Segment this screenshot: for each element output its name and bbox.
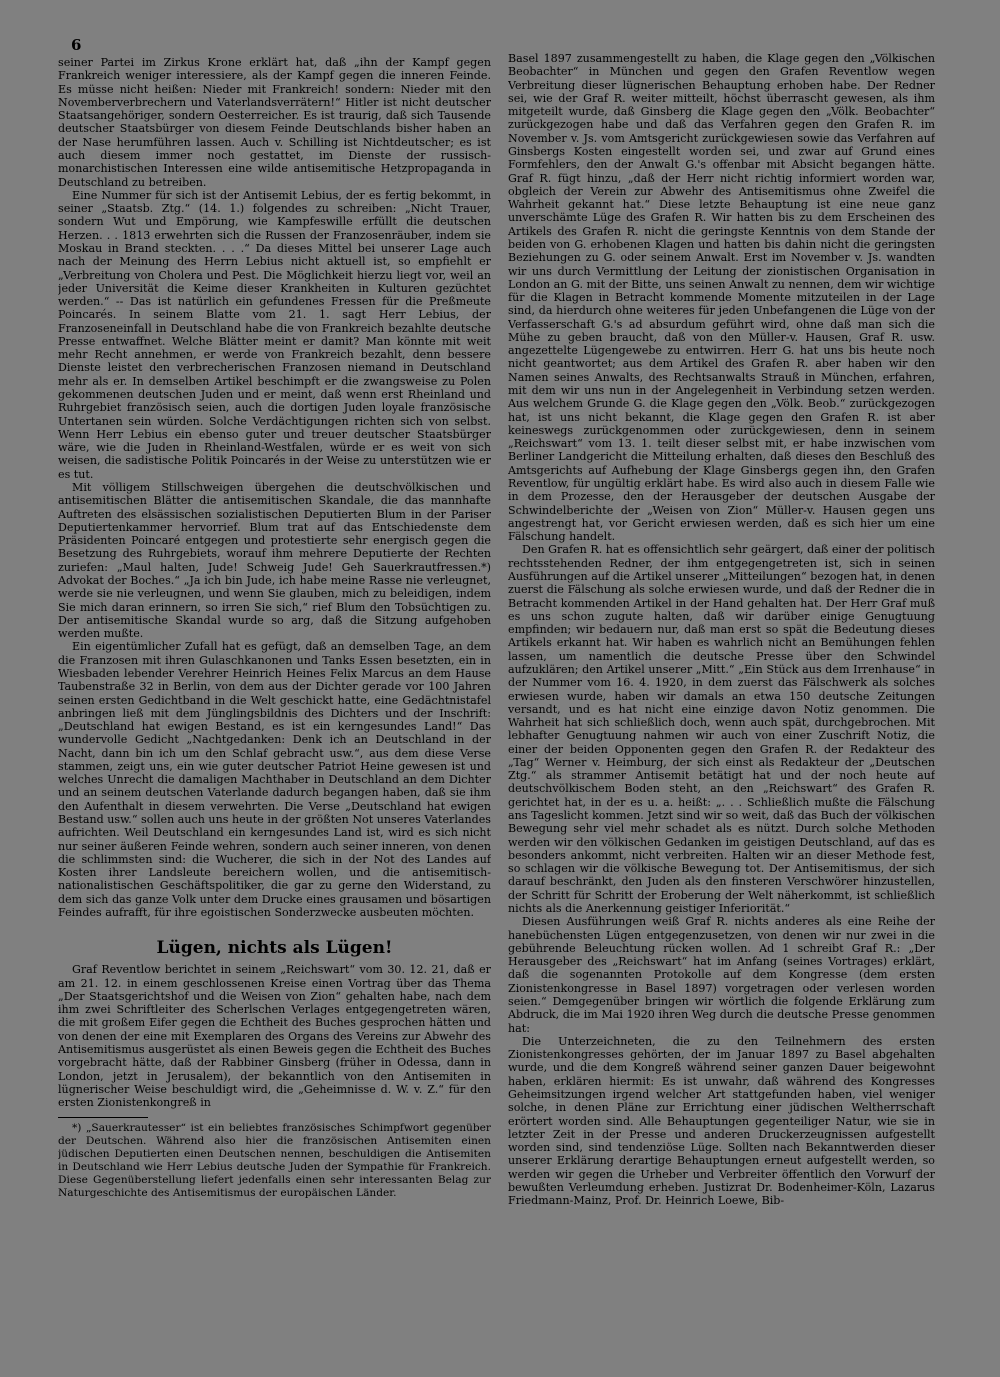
left-column <box>58 56 491 1366</box>
footnote-divider <box>58 1117 148 1118</box>
article-paragraph: Mit völligem Stillschweigen übergehen die deutschvölkischen und antisemitischen Blätter die antisemitischen Skandale, die das mannhafte Auftreten des elsässischen sozialistischen Deputierten Blum in der Pariser Deputiertenkammer hervorrief. Blum trat auf das Entschiedenste dem Präsidenten Poincaré entgegen und protestierte sehr energisch gegen die Besetzung des Ruhrgebiets, worauf ihm mehrere Deputierte der Rechten zuriefen: „Maul halten, Jude! Schweig Jude! Geh Sauerkrautfressen.*) Advokat der Boches.“ „Ja ich bin Jude, ich habe meine Rasse nie verleugnet, werde sie nie verleugnen, und wenn Sie glauben, mich zu beleidigen, indem Sie mich daran erinnern, so irren Sie sich,“ rief Blum den Tobsüchtigen zu. Der antisemitische Skandal wurde so arg, daß die Sitzung aufgehoben werden mußte. <box>58 481 491 641</box>
article-paragraph: seiner Partei im Zirkus Krone erklärt hat, daß „ihn der Kampf gegen Frankreich weniger interessiere, als der Kampf gegen die inneren Feinde. Es müsse nicht heißen: Nieder mit Frankreich! sondern: Nieder mit den Novemberverbrechern und Vaterlandsverrätern!“ Hitler ist nicht deutscher Staatsangehöriger, sondern Oesterreicher. Es ist traurig, daß sich Tausende deutscher Staatsbürger von diesem Feinde Deutschlands bisher haben an der Nase herumführen lassen. Auch v. Schilling ist Nichtdeutscher; es ist auch diesem immer noch gestattet, im Dienste der russisch-monarchistischen Interessen eine wilde antisemitische Hetzpropaganda in Deutschland zu betreiben. <box>58 56 491 189</box>
page-number: 6 <box>71 36 82 54</box>
article-paragraph: Die Unterzeichneten, die zu den Teilnehmern des ersten Zionistenkongresses gehörten, der im Januar 1897 zu Basel abgehalten wurde, und die dem Kongreß während seiner ganzen Dauer beigewohnt haben, erklären hiermit: Es ist unwahr, daß während des Kongresses Geheimsitzungen irgend welcher Art stattgefunden haben, viel weniger solche, in denen Pläne zur Errichtung einer jüdischen Weltherrschaft erörtert worden sind. Alle Behauptungen gegenteiliger Natur, wie sie in letzter Zeit in der Presse und anderen Druckerzeugnissen aufgestellt worden sind, sind tendenziöse Lüge. Sollten nach Bekanntwerden dieser unserer Erklärung derartige Behauptungen erneut aufgestellt werden, so werden wir gegen die Urheber und Verbreiter öffentlich den Vorwurf der bewußten Verleumdung erheben. Justizrat Dr. Bodenheimer-Köln, Lazarus Friedmann-Mainz, Prof. Dr. Heinrich Loewe, Bib- <box>508 1034 935 1208</box>
footnote: *) „Sauerkrautesser“ ist ein beliebtes französisches Schimpfwort gegenüber der Deutschen. Während also hier die französischen Antisemiten einen jüdischen Deputierten einen Deutschen nennen, beschuldigen die Antisemiten in Deutschland wie Herr Lebius deutsche Juden der Sympathie für Frankreich. Diese Gegenüberstellung liefert jedenfalls einen sehr interessanten Belag zur Naturgeschichte des Antisemitismus der europäischen Länder. <box>58 1122 491 1199</box>
article-paragraph: Graf Reventlow berichtet in seinem „Reichswart“ vom 30. 12. 21, daß er am 21. 12. in einem geschlossenen Kreise einen Vortrag über das Thema „Der Staatsgerichtshof und die Weisen von Zion“ gehalten habe, nach dem ihm zwei Schriftleiter des Scherlschen Verlages entgegengetreten wären, die mit großem Eifer gegen die Echtheit des Buches gesprochen hätten und von denen der eine mit Exemplaren des Organs des Vereins zur Abwehr des Antisemitismus ausgerüstet als einen Beweis gegen die Echtheit des Buches vorgebracht hätte, daß der Rabbiner Ginsberg (früher in Odessa, dann in London, jetzt in Jerusalem), der bekanntlich von den Antisemiten in lügnerischer Weise beschuldigt wird, die „Geheimnisse d. W. v. Z.“ für den ersten Zionistenkongreß in <box>58 963 491 1110</box>
article-heading: Lügen, nichts als Lügen! <box>156 938 393 959</box>
article-paragraph: Den Grafen R. hat es offensichtlich sehr geärgert, daß einer der politisch rechtsstehenden Redner, der ihm entgegengetreten ist, sich in seinen Ausführungen auf die Artikel unserer „Mitteilungen“ bezogen hat, in denen zuerst die Fälschung als solche erwiesen wurde, und daß der Redner die in Betracht kommenden Artikel in der Hand gehalten hat. Der Herr Graf muß es uns schon zugute halten, daß wir darüber einige Genugtuung empfinden; wir bedauern nur, daß man erst so spät die Bedeutung dieses Artikels erkannt hat. Wir haben es wahrlich nicht an Bemühungen fehlen lassen, um namentlich die deutsche Presse über den Schwindel aufzuklären; den Artikel unserer „Mitt.“ „Ein Stück aus dem Irrenhause“ in der Nummer vom 16. 4. 1920, in dem zuerst das Fälschwerk als solches erwiesen wurde, haben wir damals an etwa 150 deutsche Zeitungen versandt, und es hat nicht eine einzige davon Notiz genommen. Die Wahrheit hat sich schließlich doch, wenn auch spät, durchgebrochen. Mit lebhafter Genugtuung nahmen wir auch von einer Zuschrift Notiz, die einer der beiden Opponenten gegen den Grafen R. der Redakteur des „Tag“ Werner v. Heimburg, der sich einst als Redakteur der „Deutschen Ztg.“ als strammer Antisemit betätigt hat und der noch heute auf deutschvölkischem Boden steht, an den „Reichswart“ des Grafen R. gerichtet hat, in der es u. a. heißt: „. . . Schließlich mußte die Fälschung ans Tageslicht kommen. Jetzt sind wir so weit, daß das Buch der völkischen Bewegung sehr viel mehr schadet als es nützt. Durch solche Methoden werden wir den völkischen Gedanken im geistigen Deutschland, auf das es besonders ankommt, nicht verbreiten. Halten wir an dieser Methode fest, so schlagen wir die völkische Bewegung tot. Der Antisemitismus, der sich darauf beschränkt, den Juden als den finsteren Verschwörer hinzustellen, der Schritt für Schritt der Eroberung der Welt näherkommt, ist schließlich nichts als die Anerkennung geistiger Inferiorität.“ <box>508 543 935 915</box>
article-paragraph: Diesen Ausführungen weiß Graf R. nichts anderes als eine Reihe der hanebüchensten Lügen entgegenzusetzen, von denen wir nur zwei in die gebührende Beleuchtung rücken wollen. Ad 1 schreibt Graf R.: „Der Herausgeber des „Reichswart“ hat im Anfang (seines Vortrages) erklärt, daß die sogenannten Protokolle auf dem Kongresse (dem ersten Zionistenkongresse in Basel 1897) vorgetragen oder verlesen worden seien.“ Demgegenüber bringen wir wörtlich die folgende Erklärung zum Abdruck, die im Mai 1920 ihren Weg durch die deutsche Presse genommen hat: <box>508 915 935 1035</box>
article-paragraph: Ein eigentümlicher Zufall hat es gefügt, daß an demselben Tage, an dem die Franzosen mit ihren Gulaschkanonen und Tanks Essen besetzten, ein in Wiesbaden lebender Verehrer Heinrich Heines Felix Marcus an dem Hause Taubenstraße 32 in Berlin, von dem aus der Dichter gerade vor 100 Jahren seinen ersten Gedichtband in die Welt geschickt hatte, eine Gedächtnistafel anbringen ließ mit dem Jünglingsbildnis des Dichters und der Inschrift: „Deutschland hat ewigen Bestand, es ist ein kerngesundes Land!“ Das wundervolle Gedicht „Nachtgedanken: Denk ich an Deutschland in der Nacht, dann bin ich um den Schlaf gebracht usw.“, aus dem diese Verse stammen, zeigt uns, ein wie guter deutscher Patriot Heine gewesen ist und welches Unrecht die damaligen Machthaber in Deutschland an dem Dichter und an seinem deutschen Vaterlande dadurch begangen haben, daß sie ihm den Aufenthalt in diesem verwehrten. Die Verse „Deutschland hat ewigen Bestand usw.“ sollen auch uns heute in der größten Not unseres Vaterlandes aufrichten. Weil Deutschland ein kerngesundes Land ist, wird es sich nicht nur seiner äußeren Feinde wehren, sondern auch seiner inneren, von denen die schlimmsten sind: die Wucherer, die sich in der Not des Landes auf Kosten ihrer Landsleute bereichern wollen, und die antisemitisch-nationalistischen Geschäftspolitiker, die gar zu gerne den Widerstand, zu dem sich das ganze Volk unter dem Drucke eines grausamen und bösartigen Feindes aufrafft, für ihre egoistischen Sonderzwecke ausbeuten möchten. <box>58 640 491 919</box>
article-paragraph: Eine Nummer für sich ist der Antisemit Lebius, der es fertig bekommt, in seiner „Staatsb. Ztg.“ (14. 1.) folgendes zu schreiben: „Nicht Trauer, sondern Wut und Empörung, wie Kampfeswille erfüllt die deutschen Herzen. . . 1813 erwehrten sich die Russen der Franzosenräuber, indem sie Moskau in Brand steckten. . . .“ Da dieses Mittel bei unserer Lage auch nach der Meinung des Herrn Lebius nicht aktuell ist, so empfiehlt er „Verbreitung von Cholera und Pest. Die Möglichkeit hierzu liegt vor, weil an jeder Universität die Keime dieser Krankheiten in Kulturen gezüchtet werden.“ -- Das ist natürlich ein gefundenes Fressen für die Preßmeute Poincarés. In seinem Blatte vom 21. 1. sagt Herr Lebius, der Franzoseneinfall in Deutschland habe die von Frankreich bezahlte deutsche Presse entwaffnet. Welche Blätter meint er damit? Man könnte mit weit mehr Recht annehmen, er werde von Frankreich bezahlt, denn bessere Dienste leistet den verbrecherischen Franzosen niemand in Deutschland mehr als er. In demselben Artikel beschimpft er die zwangsweise zu Polen gekommenen deutschen Juden und er meint, daß wenn erst Rheinland und Ruhrgebiet französisch seien, auch die dortigen Juden loyale französische Untertanen sein würden. Solche Verdächtigungen richten sich von selbst. Wenn Herr Lebius ein ebenso guter und treuer deutscher Staatsbürger wäre, wie die Juden in Rheinland-Westfalen, würde er es weit von sich weisen, die sadistische Politik Poincarés in der Weise zu unterstützen wie er es tut. <box>58 188 491 481</box>
article-paragraph: Basel 1897 zusammengestellt zu haben, die Klage gegen den „Völkischen Beobachter“ in München und gegen den Grafen Reventlow wegen Verbreitung dieser lügnerischen Behauptung erhoben habe. Der Redner sei, wie der Graf R. weiter mitteilt, höchst überrascht gewesen, als ihm mitgeteilt wurde, daß Ginsberg die Klage gegen den „Völk. Beobachter“ zurückgezogen habe und daß das Verfahren gegen den Grafen R. im November v. Js. vom Amtsgericht zurückgewiesen sowie das Verfahren auf Ginsbergs Kosten eingestellt worden sei, und zwar auf Grund eines Formfehlers, den der Anwalt G.'s offenbar mit Absicht begangen hätte. Graf R. fügt hinzu, „daß der Herr nicht richtig informiert worden war, obgleich der Verein zur Abwehr des Antisemitismus ohne Zweifel die Wahrheit gekannt hat.“ Diese letzte Behauptung ist eine neue ganz unverschämte Lüge des Grafen R. Wir hatten bis zu dem Erscheinen des Artikels des Grafen R. nicht die geringste Kenntnis von dem Stande der beiden von G. erhobenen Klagen und hatten bis dahin nicht die geringsten Beziehungen zu G. oder seinem Anwalt. Erst im November v. Js. wandten wir uns durch Vermittlung der Leitung der zionistischen Organisation in London an G. mit der Bitte, uns seinen Anwalt zu nennen, dem wir wichtige für die Klagen in Betracht kommende Momente mitzuteilen in der Lage sind, da hierdurch ohne weiteres für jeden Unbefangenen die Lüge von der Verfasserschaft G.'s ad absurdum geführt wird, ohne daß man sich die Mühe zu geben braucht, daß von den Müller-v. Hausen, Graf R. usw. angezettelte Lügengewebe zu entwirren. Herr G. hat uns bis heute noch nicht geantwortet; aus dem Artikel des Grafen R. aber haben wir den Namen seines Anwalts, des Rechtsanwalts Strauß in München, erfahren, mit dem wir uns nun in der Angelegenheit in Verbindung setzen werden. Aus welchem Grunde G. die Klage gegen den „Völk. Beob.“ zurückgezogen hat, ist uns nicht bekannt, die Klage gegen den Grafen R. ist aber keineswegs zurückgenommen oder zurückgewiesen, denn in seinem „Reichswart“ vom 13. 1. teilt dieser selbst mit, er habe inzwischen vom Berliner Landgericht die Mitteilung erhalten, daß dieses den Beschluß des Amtsgerichts auf Aufhebung der Klage Ginsbergs gegen ihn, den Grafen Reventlow, für ungültig erklärt habe. Es wird also auch in diesem Falle wie in dem Prozesse, den der Herausgeber der deutschen Ausgabe der Schwindelberichte der „Weisen von Zion“ Müller-v. Hausen gegen uns angestrengt hat, vor Gericht erwiesen werden, daß es sich hier um eine Fälschung handelt. <box>508 52 935 544</box>
right-column <box>508 52 935 1370</box>
